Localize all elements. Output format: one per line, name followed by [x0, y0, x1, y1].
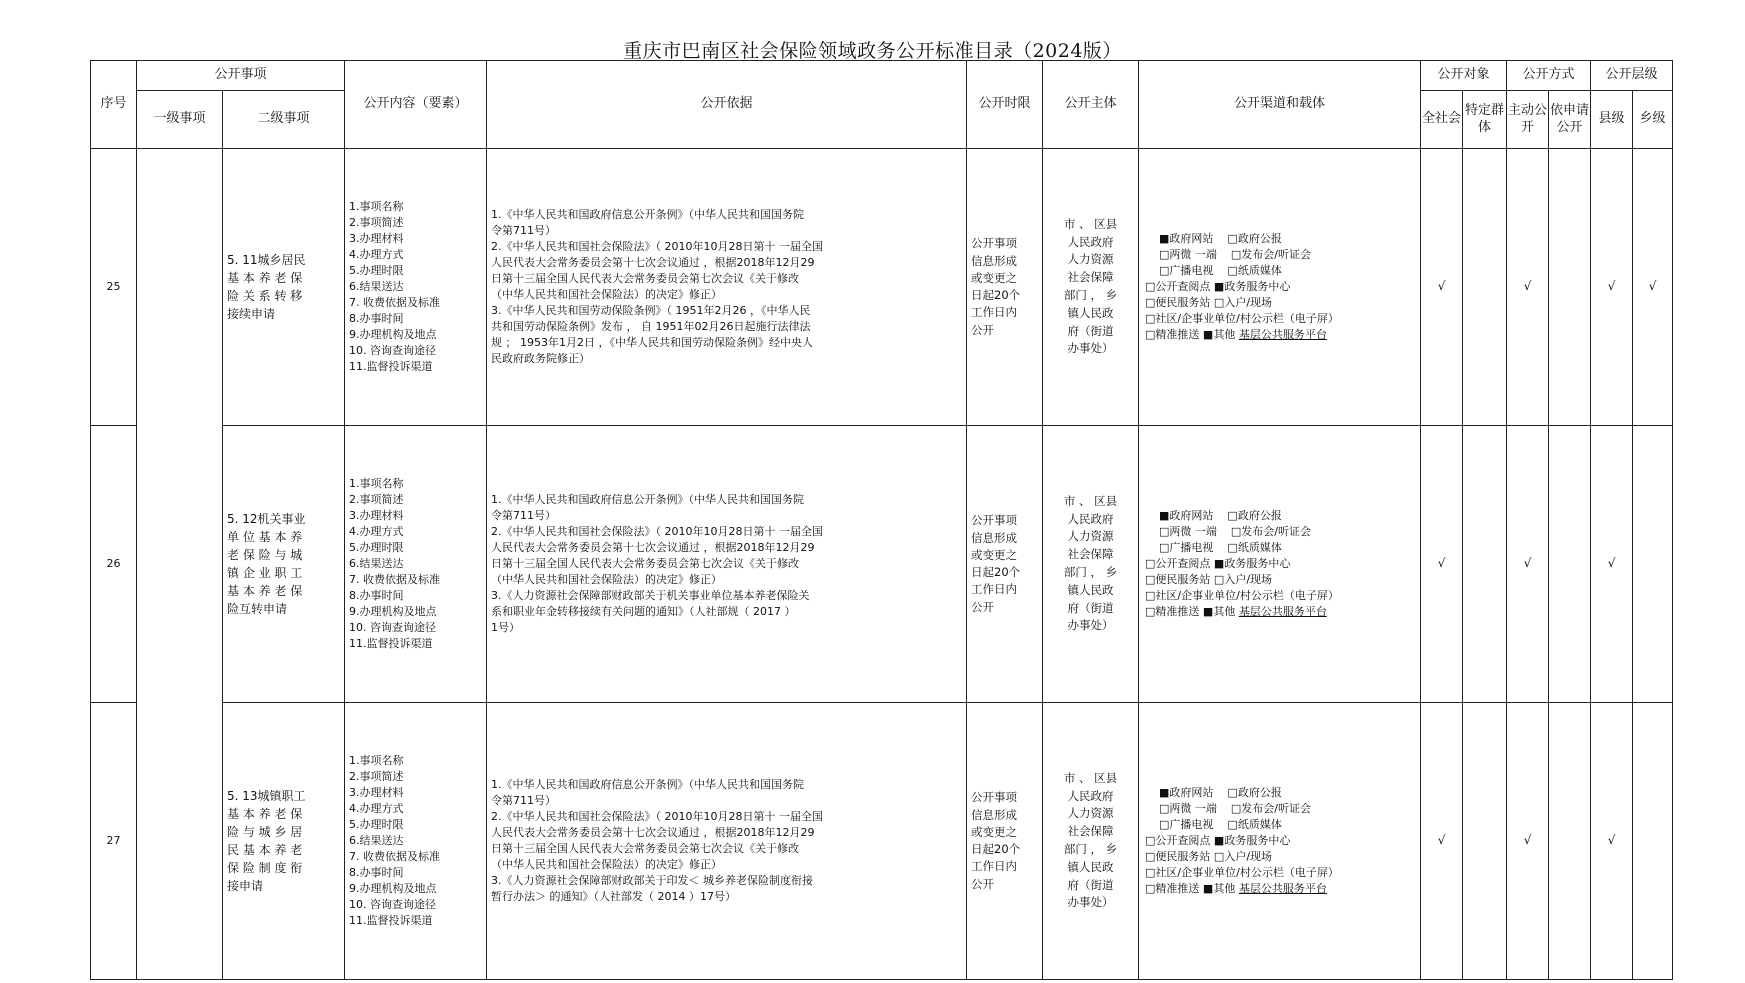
- channel-cell: [1139, 426, 1421, 703]
- channel-gov-site: ■政府网站: [1159, 509, 1214, 523]
- channel-hearing: □发布会/听证会: [1230, 802, 1312, 816]
- level1-cell: [137, 149, 223, 980]
- header-level1: 一级事项: [137, 91, 223, 149]
- channel-onsite: □入户/现场: [1213, 572, 1273, 586]
- channel-onsite: □入户/现场: [1213, 849, 1273, 863]
- time-cell: 公开事项 信息形成 或变更之 日起20个 工作日内 公开: [967, 703, 1043, 980]
- channel-gov-site: ■政府网站: [1159, 786, 1214, 800]
- row-seq: 25: [91, 149, 137, 426]
- channel-two-one: □两微 一端: [1159, 802, 1217, 816]
- header-method-request: 依申请公开: [1549, 91, 1591, 149]
- content-cell: 1.事项名称 2.事项简述 3.办理材料 4.办理方式 5.办理时限 6.结果送达 7. 收费依据及标准 8.办事时间 9.办理机构及地点 10. 咨询查询途径 11.监督投诉渠道: [345, 426, 487, 703]
- header-method-active: 主动公开: [1507, 91, 1549, 149]
- basis-cell: 1.《中华人民共和国政府信息公开条例》（中华人民共和国国务院 令第711号） 2.《中华人民共和国社会保险法》（ 2010年10月28日第十 一届全国 人民代表大会常务委员会第十七次会议通过 ，根据2018年12月29 日第十三届全国人民代表大会常务委员会第七次会议《关于修改 （中华人民共和国社会保险法）的决定》修正） 3.《中华人民共和国劳动保险条例》（ 1951年2月26 ，《中华人民 共和国劳动保险条例》发布 ， 自 1951年02月26日起施行法律法 规 ； 1953年1月2日 ，《中华人民共和国劳动保险条例》经中央人 民政府政务院修正）: [487, 149, 967, 426]
- channel-broadcast: □广播电视: [1159, 264, 1214, 278]
- row-seq: 26: [91, 426, 137, 703]
- document-title: 重庆市巴南区社会保险领域政务公开标准目录（2024版）: [623, 40, 1122, 62]
- target-specific-mark: [1463, 426, 1507, 703]
- channel-service-center: ■政务服务中心: [1213, 280, 1291, 294]
- target-all-mark: √: [1421, 149, 1463, 426]
- table-row: [91, 703, 1673, 980]
- catalog-table: [90, 60, 1673, 980]
- subject-cell: 市 、 区县 人民政府 人力资源 社会保障 部门 ， 乡 镇人民政 府（街道 办事处）: [1043, 426, 1139, 703]
- header-level-county: 县级: [1591, 91, 1633, 149]
- channel-broadcast: □广播电视: [1159, 818, 1214, 832]
- header-target-specific: 特定群体: [1463, 91, 1507, 149]
- channel-convenience: □便民服务站: [1145, 295, 1211, 309]
- basis-cell: 1.《中华人民共和国政府信息公开条例》（中华人民共和国国务院 令第711号） 2.《中华人民共和国社会保险法》（ 2010年10月28日第十 一届全国 人民代表大会常务委员会第十七次会议通过 ，根据2018年12月29 日第十三届全国人民代表大会常务委员会第七次会议《关于修改 （中华人民共和国社会保险法）的决定》修正） 3.《人力资源社会保障部财政部关于印发＜ 城乡养老保险制度衔接 暂行办法＞ 的通知》（人社部发（ 2014 ）17号）: [487, 703, 967, 980]
- channel-push: □精准推送: [1145, 881, 1200, 895]
- header-items-group: 公开事项: [137, 61, 345, 91]
- channel-bulletin: □社区/企事业单位/村公示栏（电子屏）: [1145, 865, 1339, 879]
- level2-cell: 5. 12机关事业 单 位 基 本 养 老 保 险 与 城 镇 企 业 职 工 基 本 养 老 保 险互转申请: [223, 426, 345, 703]
- header-seq: 序号: [91, 61, 137, 149]
- channel-paper: □纸质媒体: [1227, 541, 1282, 555]
- channel-other: ■其他: [1202, 881, 1236, 895]
- method-active-mark: √: [1507, 426, 1549, 703]
- channel-onsite: □入户/现场: [1213, 295, 1273, 309]
- channel-push: □精准推送: [1145, 604, 1200, 618]
- subject-cell: 市 、 区县 人民政府 人力资源 社会保障 部门 ， 乡 镇人民政 府（街道 办事处）: [1043, 149, 1139, 426]
- header-row-1: [91, 61, 1673, 91]
- header-subject: 公开主体: [1043, 61, 1139, 149]
- method-request-mark: [1549, 149, 1591, 426]
- channel-broadcast: □广播电视: [1159, 541, 1214, 555]
- level2-cell: 5. 11城乡居民 基 本 养 老 保 险 关 系 转 移 接续申请: [223, 149, 345, 426]
- channel-push: □精准推送: [1145, 327, 1200, 341]
- target-all-mark: √: [1421, 703, 1463, 980]
- header-level2: 二级事项: [223, 91, 345, 149]
- channel-hearing: □发布会/听证会: [1230, 525, 1312, 539]
- level-county-mark: √: [1591, 703, 1633, 980]
- level-township-mark: [1633, 426, 1673, 703]
- content-cell: 1.事项名称 2.事项简述 3.办理材料 4.办理方式 5.办理时限 6.结果送达 7. 收费依据及标准 8.办事时间 9.办理机构及地点 10. 咨询查询途径 11.监督投诉渠道: [345, 703, 487, 980]
- method-active-mark: √: [1507, 703, 1549, 980]
- channel-cell: [1139, 149, 1421, 426]
- target-specific-mark: [1463, 149, 1507, 426]
- channel-service-center: ■政务服务中心: [1213, 834, 1291, 848]
- header-channel: 公开渠道和载体: [1139, 61, 1421, 149]
- header-basis: 公开依据: [487, 61, 967, 149]
- method-active-mark: √: [1507, 149, 1549, 426]
- channel-gov-site: ■政府网站: [1159, 232, 1214, 246]
- channel-other-text: 基层公共服务平台: [1238, 327, 1327, 341]
- method-request-mark: [1549, 703, 1591, 980]
- channel-other: ■其他: [1202, 604, 1236, 618]
- target-all-mark: √: [1421, 426, 1463, 703]
- level2-cell: 5. 13城镇职工 基 本 养 老 保 险 与 城 乡 居 民 基 本 养 老 保 险 制 度 衔 接申请: [223, 703, 345, 980]
- channel-two-one: □两微 一端: [1159, 248, 1217, 262]
- channel-other-text: 基层公共服务平台: [1238, 881, 1327, 895]
- header-time: 公开时限: [967, 61, 1043, 149]
- channel-cell: [1139, 703, 1421, 980]
- channel-reading: □公开查阅点: [1145, 557, 1211, 571]
- row-seq: 27: [91, 703, 137, 980]
- time-cell: 公开事项 信息形成 或变更之 日起20个 工作日内 公开: [967, 426, 1043, 703]
- channel-gov-gazette: □政府公报: [1227, 232, 1282, 246]
- channel-hearing: □发布会/听证会: [1230, 248, 1312, 262]
- table-row: [91, 426, 1673, 703]
- channel-convenience: □便民服务站: [1145, 572, 1211, 586]
- method-request-mark: [1549, 426, 1591, 703]
- channel-paper: □纸质媒体: [1227, 818, 1282, 832]
- basis-cell: 1.《中华人民共和国政府信息公开条例》（中华人民共和国国务院 令第711号） 2.《中华人民共和国社会保险法》（ 2010年10月28日第十 一届全国 人民代表大会常务委员会第十七次会议通过 ，根据2018年12月29 日第十三届全国人民代表大会常务委员会第七次会议《关于修改 （中华人民共和国社会保险法）的决定》修正） 3.《人力资源社会保障部财政部关于机关事业单位基本养老保险关 系和职业年金转移接续有关问题的通知》（人社部规（ 2017 ） 1号）: [487, 426, 967, 703]
- channel-paper: □纸质媒体: [1227, 264, 1282, 278]
- channel-two-one: □两微 一端: [1159, 525, 1217, 539]
- channel-reading: □公开查阅点: [1145, 834, 1211, 848]
- channel-reading: □公开查阅点: [1145, 280, 1211, 294]
- channel-gov-gazette: □政府公报: [1227, 509, 1282, 523]
- header-level-group: 公开层级: [1591, 61, 1673, 91]
- channel-other-text: 基层公共服务平台: [1238, 604, 1327, 618]
- time-cell: 公开事项 信息形成 或变更之 日起20个 工作日内 公开: [967, 149, 1043, 426]
- header-target-all: 全社会: [1421, 91, 1463, 149]
- level-township-mark: [1633, 703, 1673, 980]
- channel-service-center: ■政务服务中心: [1213, 557, 1291, 571]
- content-cell: 1.事项名称 2.事项简述 3.办理材料 4.办理方式 5.办理时限 6.结果送达 7. 收费依据及标准 8.办事时间 9.办理机构及地点 10. 咨询查询途径 11.监督投诉渠道: [345, 149, 487, 426]
- table-row: [91, 149, 1673, 426]
- channel-other: ■其他: [1202, 327, 1236, 341]
- header-level-township: 乡级: [1633, 91, 1673, 149]
- channel-convenience: □便民服务站: [1145, 849, 1211, 863]
- target-specific-mark: [1463, 703, 1507, 980]
- channel-bulletin: □社区/企事业单位/村公示栏（电子屏）: [1145, 311, 1339, 325]
- channel-bulletin: □社区/企事业单位/村公示栏（电子屏）: [1145, 588, 1339, 602]
- header-target-group: 公开对象: [1421, 61, 1507, 91]
- header-method-group: 公开方式: [1507, 61, 1591, 91]
- level-county-mark: √: [1591, 426, 1633, 703]
- subject-cell: 市 、 区县 人民政府 人力资源 社会保障 部门 ， 乡 镇人民政 府（街道 办事处）: [1043, 703, 1139, 980]
- level-township-mark: √: [1633, 149, 1673, 426]
- channel-gov-gazette: □政府公报: [1227, 786, 1282, 800]
- header-content: 公开内容（要素）: [345, 61, 487, 149]
- level-county-mark: √: [1591, 149, 1633, 426]
